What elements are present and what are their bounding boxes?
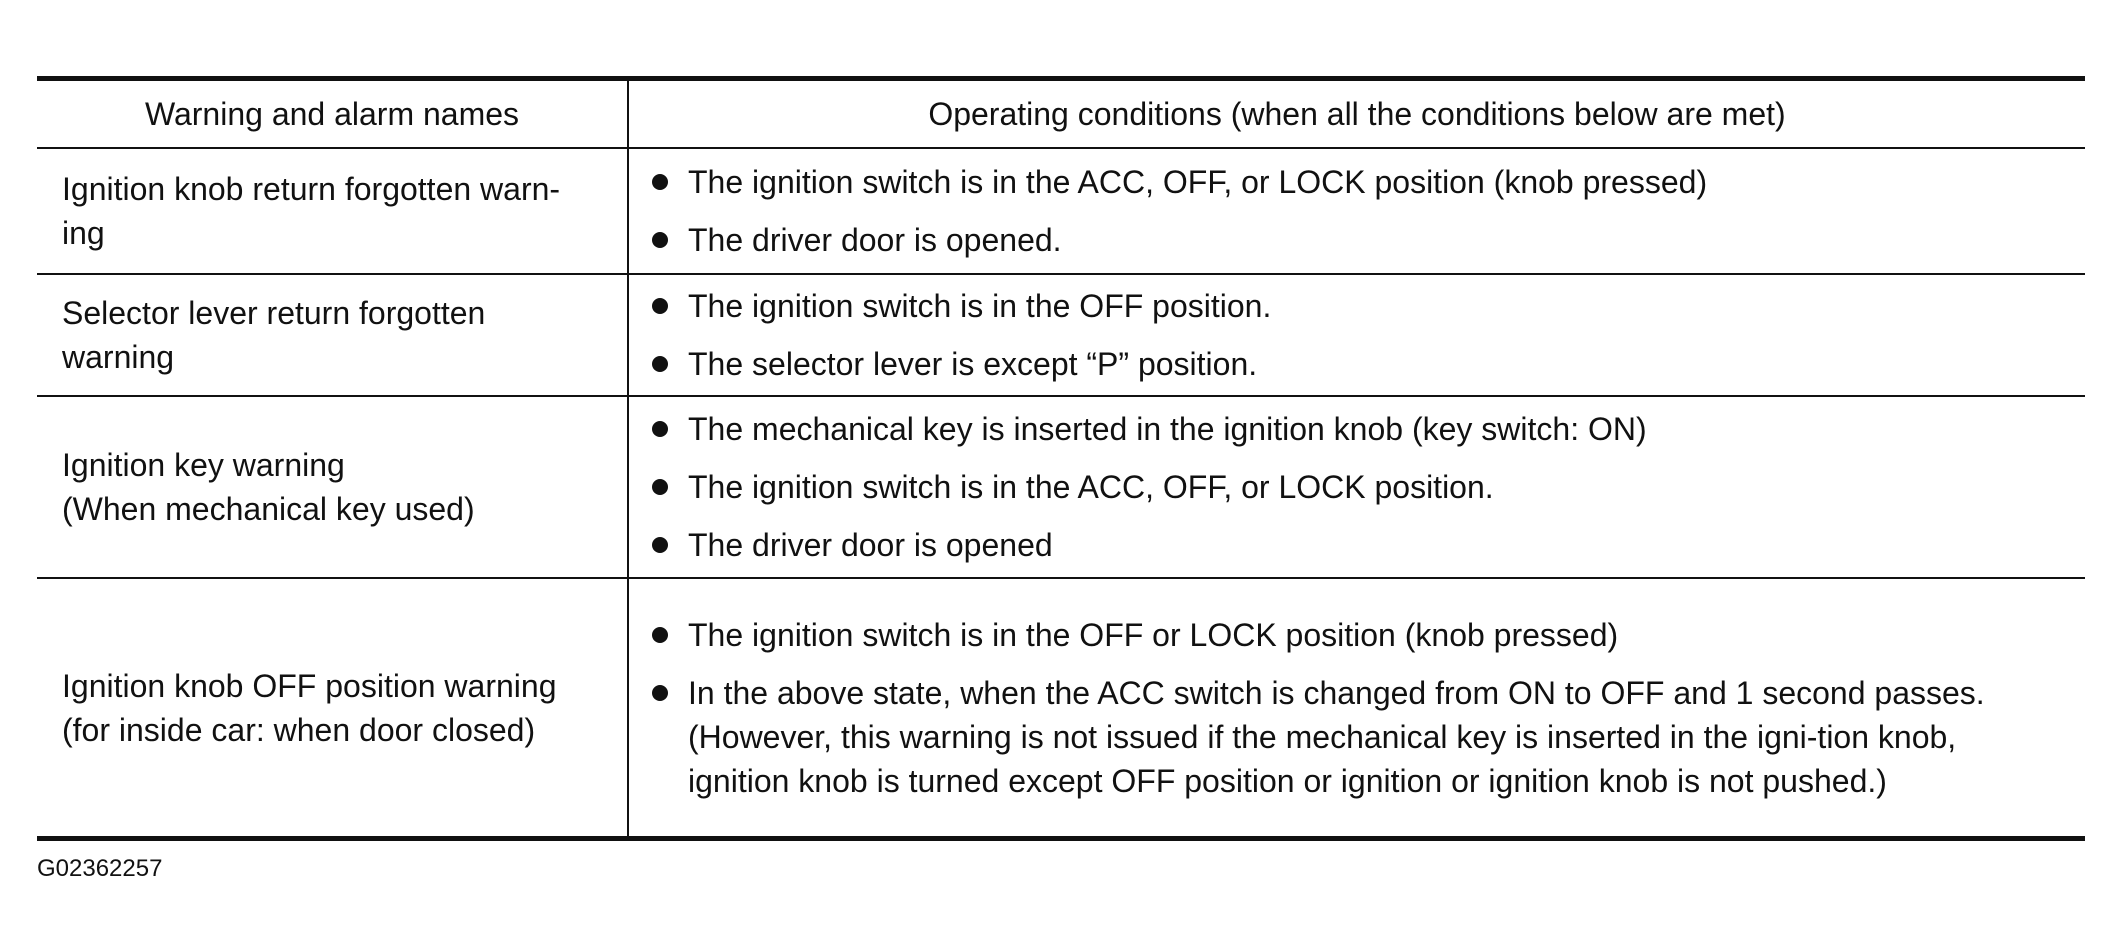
- warning-name-line: Selector lever return forgotten: [62, 295, 486, 331]
- condition-text: The ignition switch is in the OFF position.: [688, 288, 1272, 324]
- condition-text: The driver door is opened: [688, 527, 1053, 563]
- warning-name-line: Ignition key warning: [62, 447, 345, 483]
- warning-name-line: (When mechanical key used): [62, 491, 475, 527]
- table-row: [37, 274, 2085, 396]
- warning-name-cell: [37, 274, 628, 396]
- condition-text: In the above state, when the ACC switch is changed from ON to OFF and 1 second passes. (However, this warning is not issued if the mechanical key is inserted in the igni-tion knob, ignition knob is turned except OFF position or ignition or ignition knob is not pushed.): [688, 674, 1985, 799]
- list-item: [629, 284, 2057, 328]
- conditions-cell: [628, 274, 2085, 396]
- bullet-icon: [652, 421, 668, 437]
- warning-name-line: warning: [62, 339, 175, 375]
- list-item: [629, 342, 2057, 386]
- warning-name-line: Ignition knob return forgotten warn-: [62, 171, 561, 207]
- table-row: [37, 578, 2085, 839]
- list-item: [629, 465, 2057, 509]
- condition-text: The mechanical key is inserted in the ignition knob (key switch: ON): [688, 411, 1647, 447]
- warning-name-line: Ignition knob OFF position warning: [62, 667, 557, 704]
- condition-text: The selector lever is except “P” position.: [688, 346, 1258, 382]
- condition-text: The ignition switch is in the ACC, OFF, or LOCK position (knob pressed): [688, 164, 1708, 200]
- warning-conditions-table: [37, 76, 2085, 841]
- condition-text: The ignition switch is in the ACC, OFF, or LOCK position.: [688, 469, 1494, 505]
- bullet-icon: [652, 627, 668, 643]
- condition-text: The ignition switch is in the OFF or LOCK position (knob pressed): [688, 616, 1619, 653]
- warning-name-cell: [37, 148, 628, 274]
- table-row: [37, 396, 2085, 578]
- warning-name-line: (for inside car: when door closed): [62, 711, 536, 748]
- list-item: [629, 613, 2057, 657]
- bullet-icon: [652, 537, 668, 553]
- list-item: [629, 671, 2057, 803]
- conditions-list: [629, 613, 2057, 803]
- header-operating-conditions: Operating conditions (when all the conditions below are met): [628, 79, 2085, 149]
- bullet-icon: [652, 232, 668, 248]
- warning-name-line: ing: [62, 215, 105, 251]
- bullet-icon: [652, 298, 668, 314]
- bullet-icon: [652, 356, 668, 372]
- table-header-row: [37, 79, 2085, 149]
- table-row: [37, 148, 2085, 274]
- conditions-cell: [628, 578, 2085, 839]
- warning-name-cell: [37, 396, 628, 578]
- bullet-icon: [652, 479, 668, 495]
- header-warning-names: Warning and alarm names: [37, 79, 628, 149]
- conditions-cell: [628, 396, 2085, 578]
- bullet-icon: [652, 685, 668, 701]
- condition-text: The driver door is opened.: [688, 222, 1062, 258]
- warning-name-cell: [37, 578, 628, 839]
- list-item: [629, 523, 2057, 567]
- list-item: [629, 407, 2057, 451]
- conditions-list: [629, 407, 2057, 567]
- conditions-cell: [628, 148, 2085, 274]
- conditions-list: [629, 284, 2057, 386]
- list-item: [629, 160, 2057, 204]
- conditions-list: [629, 160, 2057, 262]
- list-item: [629, 218, 2057, 262]
- bullet-icon: [652, 174, 668, 190]
- figure-code: G02362257: [37, 855, 163, 882]
